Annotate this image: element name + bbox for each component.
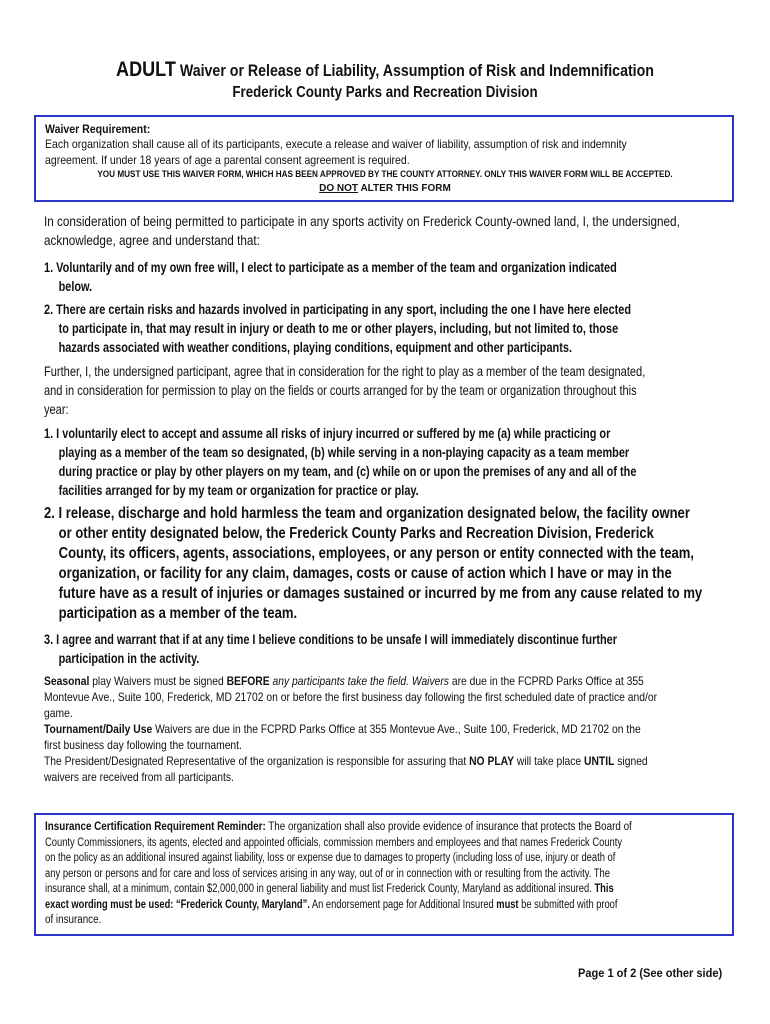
page-number: Page 1 of 2 (See other side) [578,966,723,980]
list-assume-risks [44,424,770,500]
insurance-line [45,820,632,836]
list-release-discharge [44,504,770,624]
schedule-text: Waivers are due in the FCPRD Parks Office at 355 Montevue Ave., Suite 100, Frederick, MD 21702 on the [152,722,641,736]
seasonal-label: Seasonal [44,674,90,688]
list-item-line: to participate in, that may result in injury or death to me or other players, including, but not limited to, those [58,321,619,336]
schedule-line: first business day following the tournament. [44,738,242,752]
insurance-reminder-box [34,813,734,936]
list-item-line: 1. Voluntarily and of my own free will, I elect to participate as a member of the team and organization indicated [44,260,617,275]
until-emphasis: UNTIL [584,754,615,768]
document-subtitle: Frederick County Parks and Recreation Division [232,84,538,101]
list-item-line: facilities arranged for by my team or organization for practice or play. [58,483,419,498]
schedule-paragraph [44,673,757,785]
list-item-line: or other entity designated below, the Frederick County Parks and Recreation Division, Frederick [58,525,654,542]
further-line: Further, I, the undersigned participant, agree that in consideration for the right to play as a member of the team designated, [44,363,646,379]
further-line: year: [44,401,69,417]
do-not-alter-notice [45,182,725,196]
must-emphasis: must [496,898,519,911]
waiver-requirement-box [34,115,734,202]
requirement-heading: Waiver Requirement: [45,122,151,136]
insurance-text: insurance shall, at a minimum, contain $2,000,000 in general liability and must list Frederick County, Maryland as additional insured. [45,883,595,895]
list-item-line: future have as a result of injuries or damages sustained or incurred by me from any cause related to my [58,585,703,602]
insurance-line [45,898,618,914]
schedule-line: waivers are received from all participants. [44,770,234,784]
before-emphasis: BEFORE [226,674,270,688]
schedule-line [44,721,657,737]
schedule-line: game. [44,706,73,720]
title-adult: ADULT [116,58,176,81]
insurance-line [45,882,614,898]
insurance-line: County Commissioners, its agents, elected and appointed officials, commission members and employees and that names Frederick County [45,836,623,849]
list-item-line: below. [58,279,93,294]
document-title [54,58,716,82]
schedule-text: are due in the FCPRD Parks Office at 355 [448,674,644,688]
list-participation [44,258,751,296]
requirement-text-line: Each organization shall cause all of its participants, execute a release and waiver of liability, assumption of risk and indemnity [45,137,627,151]
insurance-heading: Insurance Certification Requirement Reminder: [45,821,266,833]
title-rest: Waiver or Release of Liability, Assumption of Risk and Indemnification [175,62,654,80]
schedule-line [44,673,657,689]
schedule-text: signed [614,754,648,768]
list-item-line: participation in the activity. [58,651,200,666]
list-item-line: 2. There are certain risks and hazards involved in participating in any sport, including the one I have here elected [44,302,632,317]
insurance-emphasis: This [594,883,614,895]
schedule-line: Montevue Ave., Suite 100, Frederick, MD 21702 on or before the first business day following the first scheduled date of practice and/or [44,690,658,704]
insurance-line: of insurance. [45,914,102,926]
list-item-line: hazards associated with weather conditions, playing conditions, equipment and other participants. [58,340,573,355]
schedule-text: play Waivers must be signed [89,674,227,688]
approved-form-notice: YOU MUST USE THIS WAIVER FORM, WHICH HAS BEEN APPROVED BY THE COUNTY ATTORNEY. ONLY THIS WAIVER FORM WILL BE ACCEPTED. [97,169,673,180]
list-item-line: organization, or facility for any claim, damages, costs or cause of action which I have or may in the [58,565,672,582]
tournament-label: Tournament/Daily Use [44,722,153,736]
list-item-line: 3. I agree and warrant that if at any time I believe conditions to be unsafe I will immediately discontinue further [44,632,617,647]
list-unsafe-conditions [44,630,751,668]
insurance-line: any person or persons and for care and loss of services arising in any way, out of or in connection with or resulting from the activity. The [45,867,611,880]
insurance-text: The organization shall also provide evidence of insurance that protects the Board of [265,821,632,833]
intro-line: In consideration of being permitted to participate in any sports activity on Frederick County-owned land, I, the undersigned, [44,213,680,229]
exact-wording-emphasis: exact wording must be used: “Frederick County, Maryland”. [45,898,310,911]
list-item-line: playing as a member of the team so designated, (b) while serving in a non-playing capacity as a team member [58,445,630,460]
schedule-text: The President/Designated Representative of the organization is responsible for assuring that [44,754,470,768]
intro-paragraph [44,212,770,250]
further-paragraph [44,362,770,419]
insurance-text: An endorsement page for Additional Insured [309,898,497,911]
list-item-line: 2. I release, discharge and hold harmless the team and organization designated below, the facility owner [44,505,690,522]
schedule-line [44,753,657,769]
schedule-text: will take place [514,754,585,768]
requirement-text-line: agreement. If under 18 years of age a parental consent agreement is required. [45,152,410,167]
intro-line: acknowledge, agree and understand that: [44,232,260,248]
list-item-line: during practice or play by other players on my team, and (c) while on or upon the premises of any and all of the [58,464,637,479]
schedule-italic: any participants take the field. Waivers [269,674,449,688]
alter-text: ALTER THIS FORM [358,183,451,194]
list-item-line: 1. I voluntarily elect to accept and assume all risks of injury incurred or suffered by me (a) while practicing or [44,426,611,441]
insurance-line: on the policy as an additional insured against liability, loss or expense due to damages to property (including loss of use, injury or death of [45,852,616,864]
list-item-line: participation as a member of the team. [58,605,298,622]
further-line: and in consideration for permission to play on the fields or courts arranged for by the team or organization throughout this [44,382,637,398]
do-not-emphasis: DO NOT [319,183,359,194]
list-item-line: County, its officers, agents, associations, employees, or any person or entity connected with the team, [58,545,694,562]
no-play-emphasis: NO PLAY [469,754,515,768]
insurance-text: be submitted with proof [518,898,618,911]
list-risks [44,300,769,357]
